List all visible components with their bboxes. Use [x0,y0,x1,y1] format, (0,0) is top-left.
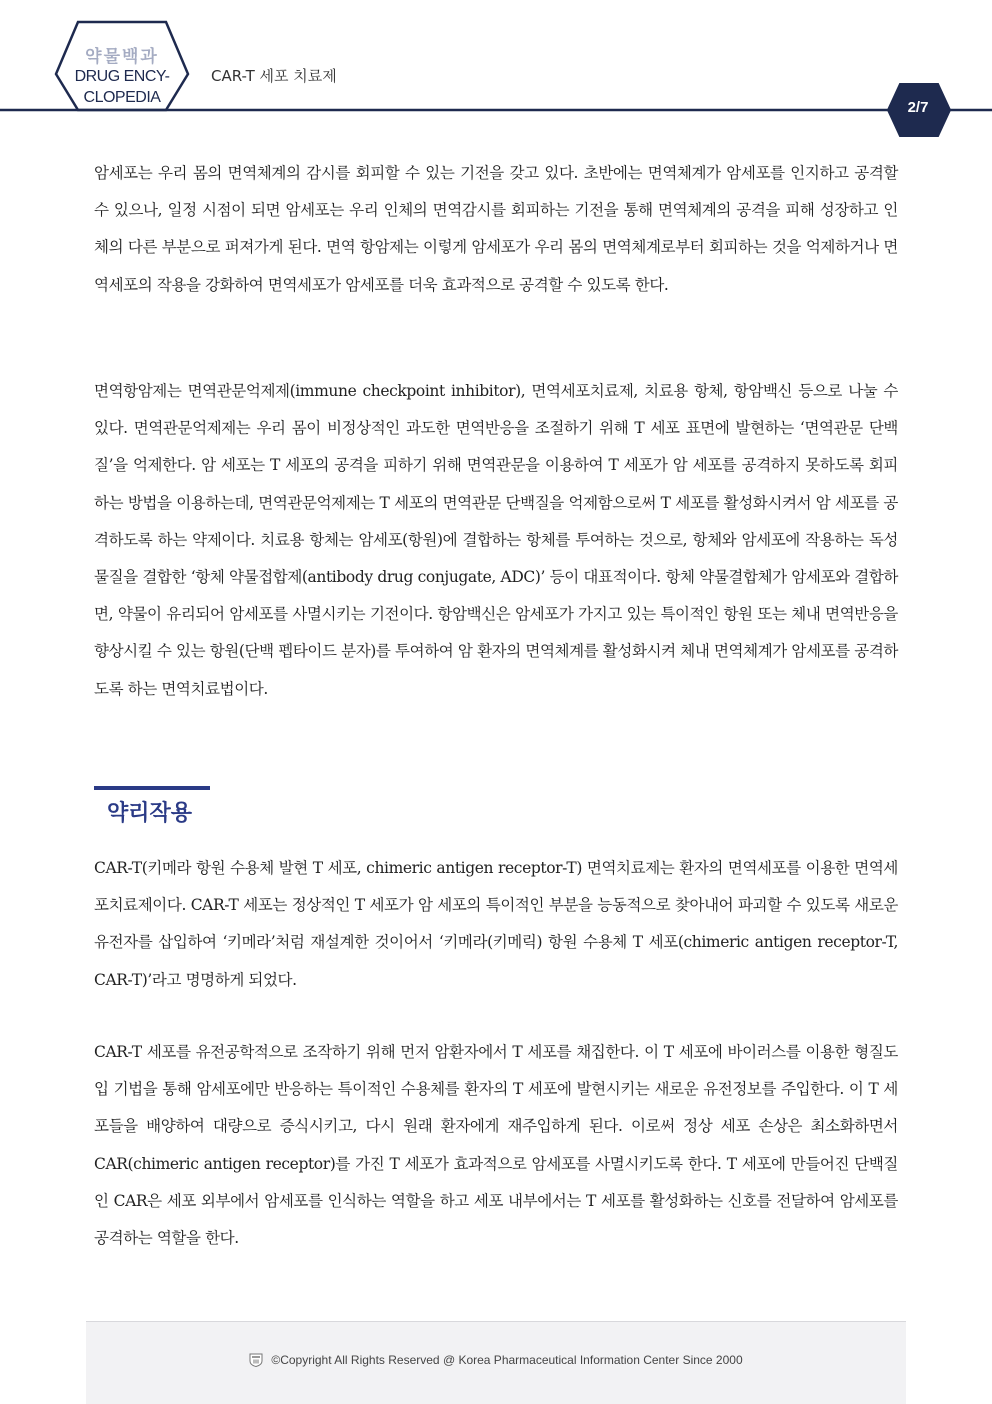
page-number: 2/7 [907,99,929,116]
paragraph-car-t-process: CAR-T 세포를 유전공학적으로 조작하기 위해 먼저 암환자에서 T 세포를 채집한다. 이 T 세포에 바이러스를 이용한 형질도입 기법을 통해 암세포에만 반응하는 특이적인 수용체를 환자의 T 세포에 발현시키는 새로운 유전정보를 주입한다. 이 T 세포들을 배양하여 대량으로 증식시키고, 다시 원래 환자에게 재주입하게 된다. 이로써 정상 세포 손상은 최소화하면서 CAR(chimeric antigen receptor)를 가진 T 세포가 효과적으로 암세포를 사멸시키도록 한다. T 세포에 만들어진 단백질인 CAR은 세포 외부에서 암세포를 인식하는 역할을 하고 세포 내부에서는 T 세포를 활성화하는 신호를 전달하여 암세포를 공격하는 역할을 한다. [94,1043,898,1248]
page-footer [86,1321,906,1404]
section-accent-bar [94,786,210,790]
section-heading: 약리작용 [107,801,193,826]
paragraph-intro: 암세포는 우리 몸의 면역체계의 감시를 회피할 수 있는 기전을 갖고 있다. 초반에는 면역체계가 암세포를 인지하고 공격할 수 있으나, 일정 시점이 되면 암세포는 우리 인체의 면역감시를 회피하는 기전을 통해 면역체계의 공격을 피해 성장하고 인체의 다른 부분으로 퍼져가게 된다. 면역 항암제는 이렇게 암세포가 우리 몸의 면역체계로부터 회피하는 것을 억제하거나 면역세포의 작용을 강화하여 면역세포가 암세포를 더욱 효과적으로 공격할 수 있도록 한다. [94,164,898,294]
paragraph-immunotherapy: 면역항암제는 면역관문억제제(immune checkpoint inhibitor), 면역세포치료제, 치료용 항체, 항암백신 등으로 나눌 수 있다. 면역관문억제제는 우리 몸이 비정상적인 과도한 면역반응을 조절하기 위해 T 세포 표면에 발현하는 ‘면역관문 단백질’을 억제한다. 암 세포는 T 세포의 공격을 피하기 위해 면역관문을 이용하여 T 세포가 암 세포를 공격하지 못하도록 회피하는 방법을 이용하는데, 면역관문억제제는 T 세포의 면역관문 단백질을 억제함으로써 T 세포를 활성화시켜서 암 세포를 공격하도록 하는 약제이다. 치료용 항체는 암세포(항원)에 결합하는 항체를 투여하는 것으로, 항체와 암세포에 작용하는 독성물질을 결합한 ‘항체 약물접합제(antibody drug conjugate, ADC)’ 등이 대표적이다. 항체 약물결합체가 암세포와 결합하면, 약물이 유리되어 암세포를 사멸시키는 기전이다. 항암백신은 암세포가 가지고 있는 특이적인 항원 또는 체내 면역반응을 향상시킬 수 있는 항원(단백 펩타이드 분자)를 투여하여 암 환자의 면역체계를 활성화시켜 체내 면역체계가 암세포를 공격하도록 하는 면역치료법이다. [94,382,898,698]
logo-english-line2: CLOPEDIA [83,89,161,106]
logo-korean: 약물백과 [85,47,159,67]
page-header [0,0,992,150]
copyright-text: ©Copyright All Rights Reserved @ Korea Pharmaceutical Information Center Since 2000 [271,1353,743,1367]
shield-icon [249,1353,263,1367]
logo-english-line1: DRUG ENCY- [74,68,170,85]
footer-copyright-row [86,1353,906,1367]
paragraph-car-t-definition: CAR-T(키메라 항원 수용체 발현 T 세포, chimeric antigen receptor-T) 면역치료제는 환자의 면역세포를 이용한 면역세포치료제이다. CAR-T 세포는 정상적인 T 세포가 암 세포의 특이적인 부분을 능동적으로 찾아내어 파괴할 수 있도록 새로운 유전자를 삽입하여 ‘키메라’처럼 재설계한 것이어서 ‘키메라(키메릭) 항원 수용체 T 세포(chimeric antigen receptor-T, CAR-T)’라고 명명하게 되었다. [94,859,898,989]
logo-english [60,66,184,108]
document-title: CAR-T 세포 치료제 [211,67,337,85]
